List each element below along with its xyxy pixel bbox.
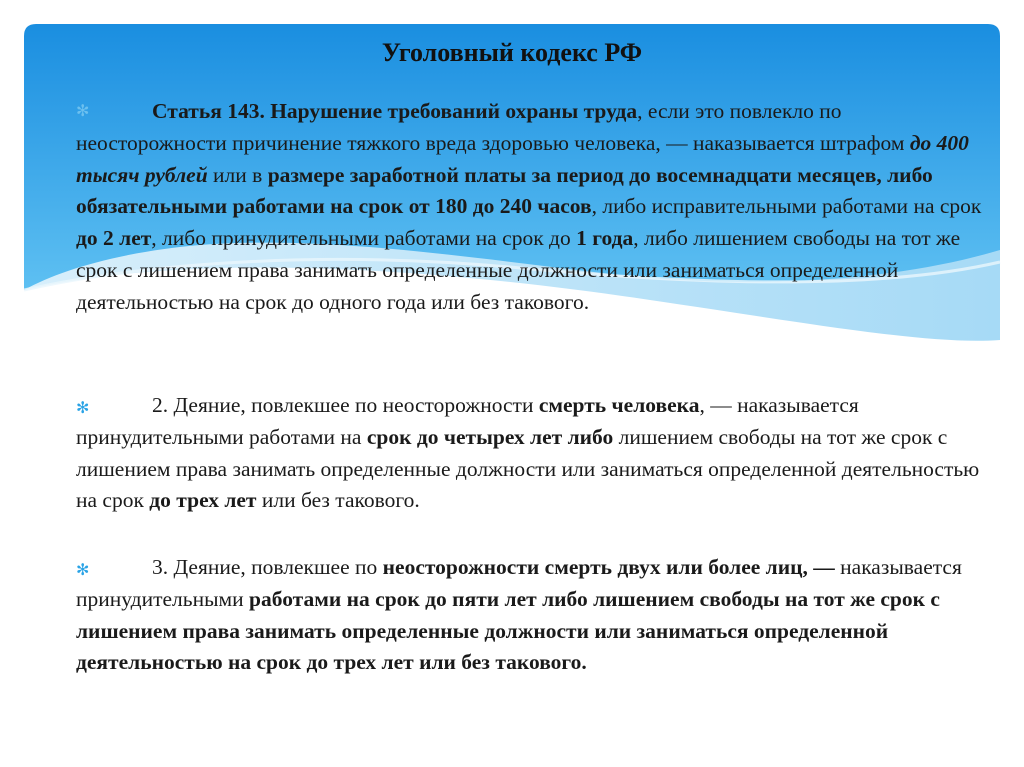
- text-segment: размере заработной платы за период до восемнадцати месяцев, либо обязательными работами на срок от 180 до 240 часов: [76, 162, 933, 219]
- text-segment: или в: [207, 162, 268, 187]
- text-segment: Статья 143. Нарушение требований охраны труда: [152, 99, 638, 123]
- text-segment: смерть человека: [538, 393, 700, 417]
- text-segment: до 2 лет: [76, 226, 152, 251]
- text-segment: или без такового.: [256, 488, 420, 513]
- text-segment: работами на срок до пяти лет либо лишением свободы на тот же срок с лишением права занимать определенные должности или заниматься определенной деятельностью на срок до трех лет или без такового.: [76, 586, 940, 675]
- text-segment: неосторожности смерть двух или более лиц, —: [382, 555, 835, 579]
- text-segment: , либо лишением свободы на тот же срок с лишением права занимать определенные должности или заниматься определенной деятельностью на срок до одного года или без такового.: [76, 226, 961, 314]
- text-segment: до трех лет: [149, 488, 257, 513]
- text-segment: , либо принудительными работами на срок до: [151, 226, 577, 251]
- asterisk-bullet-icon: ✻: [76, 400, 90, 417]
- text-segment: , либо исправительными работами на срок: [591, 194, 982, 219]
- paragraph-part-3: [76, 552, 986, 679]
- text-segment: до 400 тысяч рублей: [76, 130, 969, 187]
- text-segment: лишением свободы на тот же срок с лишением права занимать определенные должности или заниматься определенной деятельностью на срок: [76, 424, 980, 513]
- text-segment: срок до четырех лет либо: [366, 424, 614, 449]
- paragraph-part-2: [76, 390, 986, 517]
- paragraph-article-143: [76, 96, 986, 319]
- text-segment: , — наказывается принудительными работами на: [76, 393, 859, 449]
- asterisk-bullet-icon: ✻: [76, 562, 90, 579]
- text-segment: 2. Деяние, повлекшее по неосторожности: [152, 393, 539, 417]
- text-segment: 1 года: [576, 226, 634, 251]
- text-segment: , если это повлекло по неосторожности причинение тяжкого вреда здоровью человека, — наказывается штрафом: [76, 99, 910, 155]
- slide-title: Уголовный кодекс РФ: [381, 38, 643, 67]
- text-segment: 3. Деяние, повлекшее по: [152, 555, 383, 579]
- text-segment: наказывается принудительными: [76, 555, 962, 611]
- asterisk-bullet-icon: ✻: [76, 103, 90, 120]
